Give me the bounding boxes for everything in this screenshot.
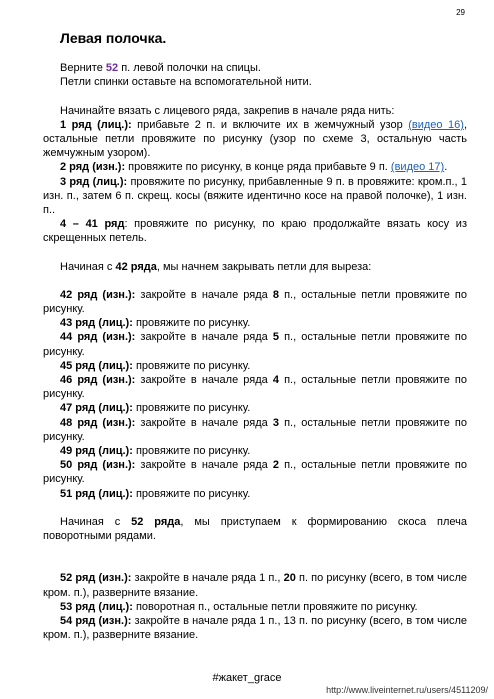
row-1 [43, 118, 467, 161]
row-label: 49 ряд (лиц.): [60, 445, 133, 458]
row-text: закройте в начале ряда [135, 331, 273, 344]
hashtag-footer: #жакет_grace [212, 672, 282, 684]
row-text: провяжите по рисунку, прибавленные 9 п. в провяжите: кром.п., 1 изн. п., затем 6 п. скрещ. косы (вяжите идентично косе на правой полочке), 1 изн. п.. [43, 175, 467, 217]
intro-line-2: Петли спинки оставьте на вспомогательной нити. [60, 76, 312, 89]
row-label: 48 ряд (изн.): [60, 416, 136, 429]
intro-text: п. левой полочки на спицы. [118, 62, 261, 75]
neck-row [43, 288, 467, 316]
neck-intro-row: 42 ряда [115, 260, 157, 273]
row-text: п., остальные петли провяжите по рисунку. [43, 459, 467, 486]
row-text: , остальные петли провяжите по рисунку (узор по схеме 3, остальную часть жемчужным узором). [43, 118, 467, 160]
row-label: 50 ряд (изн.): [60, 459, 136, 472]
stitch-count: 20 [283, 572, 296, 585]
document-body [43, 31, 467, 642]
row-54 [43, 614, 467, 642]
shoulder-intro-row: 52 ряда [131, 515, 181, 528]
row-text: п. по рисунку (всего, в том числе кром. п.), разверните вязание. [43, 572, 467, 599]
page-number: 29 [456, 8, 465, 17]
row-text: закройте в начале ряда [135, 459, 273, 472]
row-text: закройте в начале ряда [135, 288, 273, 301]
row-label: 51 ряд (лиц.): [60, 487, 133, 500]
start-instruction: Начинайте вязать с лицевого ряда, закрепив в начале ряда нить: [60, 104, 395, 117]
row-text: п., остальные петли провяжите по рисунку. [43, 288, 467, 316]
row-label: 43 ряд (лиц.): [60, 317, 133, 330]
row-label: 52 ряд (изн.): [60, 572, 132, 585]
video-16-link[interactable]: (видео 16) [408, 118, 464, 131]
row-text: закройте в начале ряда 1 п., [131, 572, 284, 585]
row-text: п., остальные петли провяжите по рисунку. [43, 416, 467, 443]
row-text: провяжите по рисунку. [132, 359, 251, 372]
neck-row [43, 316, 467, 330]
stitch-count: 52 [105, 62, 119, 75]
row-2 [43, 160, 467, 174]
row-text: . [444, 161, 448, 174]
stitch-count: 5 [272, 331, 279, 344]
row-text: провяжите по рисунку. [132, 487, 251, 500]
stitch-count: 2 [272, 459, 279, 472]
neck-row [43, 416, 467, 444]
row-3 [43, 175, 467, 218]
stitch-count: 3 [272, 416, 279, 429]
stitch-count: 8 [272, 288, 279, 301]
row-text: : провяжите по рисунку, по краю продолжайте вязать косу из скрещенных петель. [43, 218, 467, 245]
row-label: 44 ряд (изн.): [60, 331, 136, 344]
row-label: 2 ряд (изн.): [60, 161, 126, 174]
row-label: 47 ряд (лиц.): [60, 402, 133, 415]
neck-rows-list [43, 288, 467, 501]
row-label: 3 ряд (лиц.): [60, 175, 128, 188]
row-text: закройте в начале ряда [135, 416, 273, 429]
neck-row [43, 359, 467, 373]
stitch-count: 4 [272, 374, 279, 387]
source-watermark: http://www.liveinternet.ru/users/4511209/ [326, 685, 488, 695]
neck-row [43, 444, 467, 458]
intro-line-1 [43, 61, 467, 75]
neck-intro-text: Начиная с [60, 260, 116, 273]
neck-row [43, 373, 467, 401]
row-label: 45 ряд (лиц.): [60, 359, 133, 372]
section-title: Левая полочка. [60, 30, 167, 46]
row-53 [43, 600, 467, 614]
row-text: п., остальные петли провяжите по рисунку. [43, 331, 467, 358]
row-label: 42 ряд (изн.): [60, 288, 136, 301]
row-text: провяжите по рисунку. [132, 317, 251, 330]
neck-row [43, 330, 467, 358]
neck-intro [43, 260, 467, 274]
row-text: п., остальные петли провяжите по рисунку. [43, 374, 467, 401]
row-text: прибавьте 2 п. и включите их в жемчужный узор [131, 118, 409, 131]
shoulder-intro [43, 515, 467, 543]
video-17-link[interactable]: (видео 17) [390, 161, 445, 174]
shoulder-intro-text: Начиная с [60, 515, 132, 528]
intro-text: Верните [60, 62, 106, 75]
neck-intro-text: , мы начнем закрывать петли для выреза: [156, 260, 372, 273]
row-text: закройте в начале ряда [135, 374, 273, 387]
neck-row [43, 487, 467, 501]
rows-4-41 [43, 217, 467, 245]
row-text: провяжите по рисунку, в конце ряда прибавьте 9 п. [125, 161, 391, 174]
row-label: 54 ряд (изн.): [60, 614, 132, 627]
row-text: провяжите по рисунку. [132, 445, 251, 458]
shoulder-intro-text: , мы приступаем к формированию скоса плеча поворотными рядами. [43, 515, 467, 543]
neck-row [43, 401, 467, 415]
row-52 [43, 571, 467, 599]
row-text: закройте в начале ряда 1 п., 13 п. по рисунку (всего, в том числе кром. п.), разверните вязание. [43, 614, 467, 642]
row-label: 4 – 41 ряд [60, 218, 125, 231]
row-text: провяжите по рисунку. [132, 402, 251, 415]
row-text: поворотная п., остальные петли провяжите по рисунку. [132, 600, 418, 613]
row-label: 1 ряд (лиц.): [60, 118, 132, 131]
neck-row [43, 458, 467, 486]
row-label: 53 ряд (лиц.): [60, 600, 133, 613]
row-label: 46 ряд (изн.): [60, 374, 136, 387]
